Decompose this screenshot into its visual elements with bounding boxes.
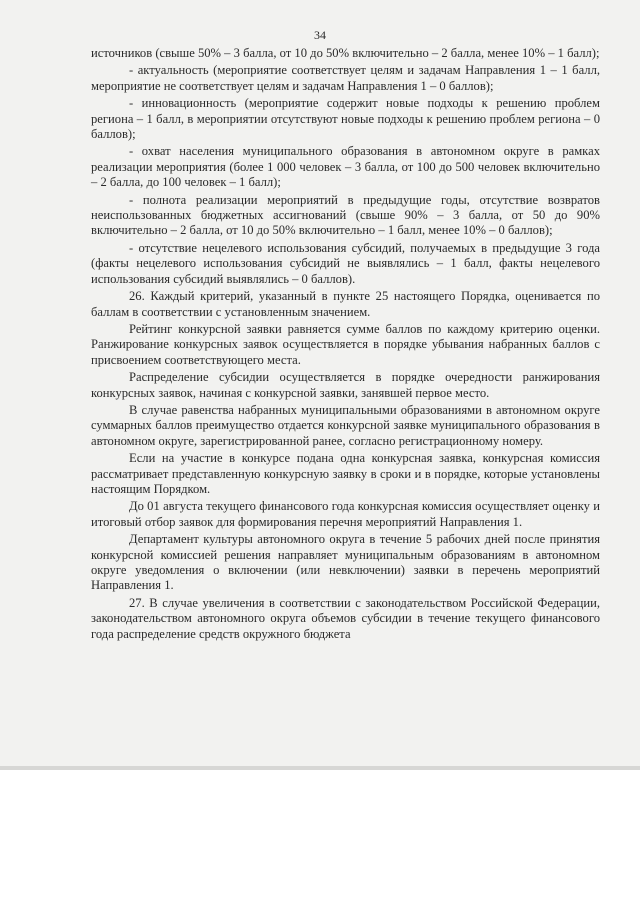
paragraph: - актуальность (мероприятие соответствует целям и задачам Направления 1 – 1 балл, мероприятие не соответствует целям и задачам Направления 1 – 0 баллов); <box>91 63 600 93</box>
paragraph: - полнота реализации мероприятий в предыдущие годы, отсутствие возвратов неиспользованных бюджетных ассигнований (свыше 90% – 3 балла, от 50 до 90% включительно – 2 балла, от 10 до 50% включительно – 1 балл, менее 10% – 0 баллов); <box>91 192 600 238</box>
paragraph: До 01 августа текущего финансового года конкурсная комиссия осуществляет оценку и итоговый отбор заявок для формирования перечня мероприятий Направления 1. <box>91 499 600 529</box>
paragraph: Рейтинг конкурсной заявки равняется сумме баллов по каждому критерию оценки. Ранжирование конкурсных заявок осуществляется в порядке убывания набранных баллов с присвоением соответствующего места. <box>91 321 600 367</box>
page-edge-shadow <box>0 766 640 770</box>
paragraph: - отсутствие нецелевого использования субсидий, получаемых в предыдущие 3 года (факты нецелевого использования субсидий не выявлялись – 1 балл, факты нецелевого использования субсидий выявлялись – 0 баллов). <box>91 240 600 286</box>
page-number: 34 <box>314 28 326 42</box>
paragraph: В случае равенства набранных муниципальными образованиями в автономном округе суммарных баллов преимущество отдается конкурсной заявке муниципального образования в автономном округе, зарегистрированной ранее, согласно регистрационному номеру. <box>91 402 600 448</box>
document-body <box>91 46 600 644</box>
paragraph: источников (свыше 50% – 3 балла, от 10 до 50% включительно – 2 балла, менее 10% – 1 балл); <box>91 46 600 60</box>
paragraph: 27. В случае увеличения в соответствии с законодательством Российской Федерации, законодательством автономного округа объемов субсидии в течение текущего финансового года распределение средств окружного бюджета <box>91 595 600 641</box>
paragraph: 26. Каждый критерий, указанный в пункте 25 настоящего Порядка, оценивается по баллам в соответствии с установленным значением. <box>91 289 600 319</box>
paragraph: - охват населения муниципального образования в автономном округе в рамках реализации мероприятия (более 1 000 человек – 3 балла, от 100 до 500 человек включительно – 2 балла, до 100 человек – 1 балл); <box>91 144 600 190</box>
paragraph: - инновационность (мероприятие содержит новые подходы к решению проблем региона – 1 балл, в мероприятии отсутствуют новые подходы к решению проблем региона – 0 баллов); <box>91 96 600 142</box>
paragraph: Распределение субсидии осуществляется в порядке очередности ранжирования конкурсных заявок, начиная с конкурсной заявки, занявшей первое место. <box>91 370 600 400</box>
paragraph: Если на участие в конкурсе подана одна конкурсная заявка, конкурсная комиссия рассматривает представленную конкурсную заявку в сроки и в порядке, которые установлены настоящим Порядком. <box>91 451 600 496</box>
paragraph: Департамент культуры автономного округа в течение 5 рабочих дней после принятия конкурсной комиссией решения направляет муниципальным образованиям в автономном округе уведомления о включении (или невключении) заявки в перечень мероприятий Направления 1. <box>91 532 600 593</box>
